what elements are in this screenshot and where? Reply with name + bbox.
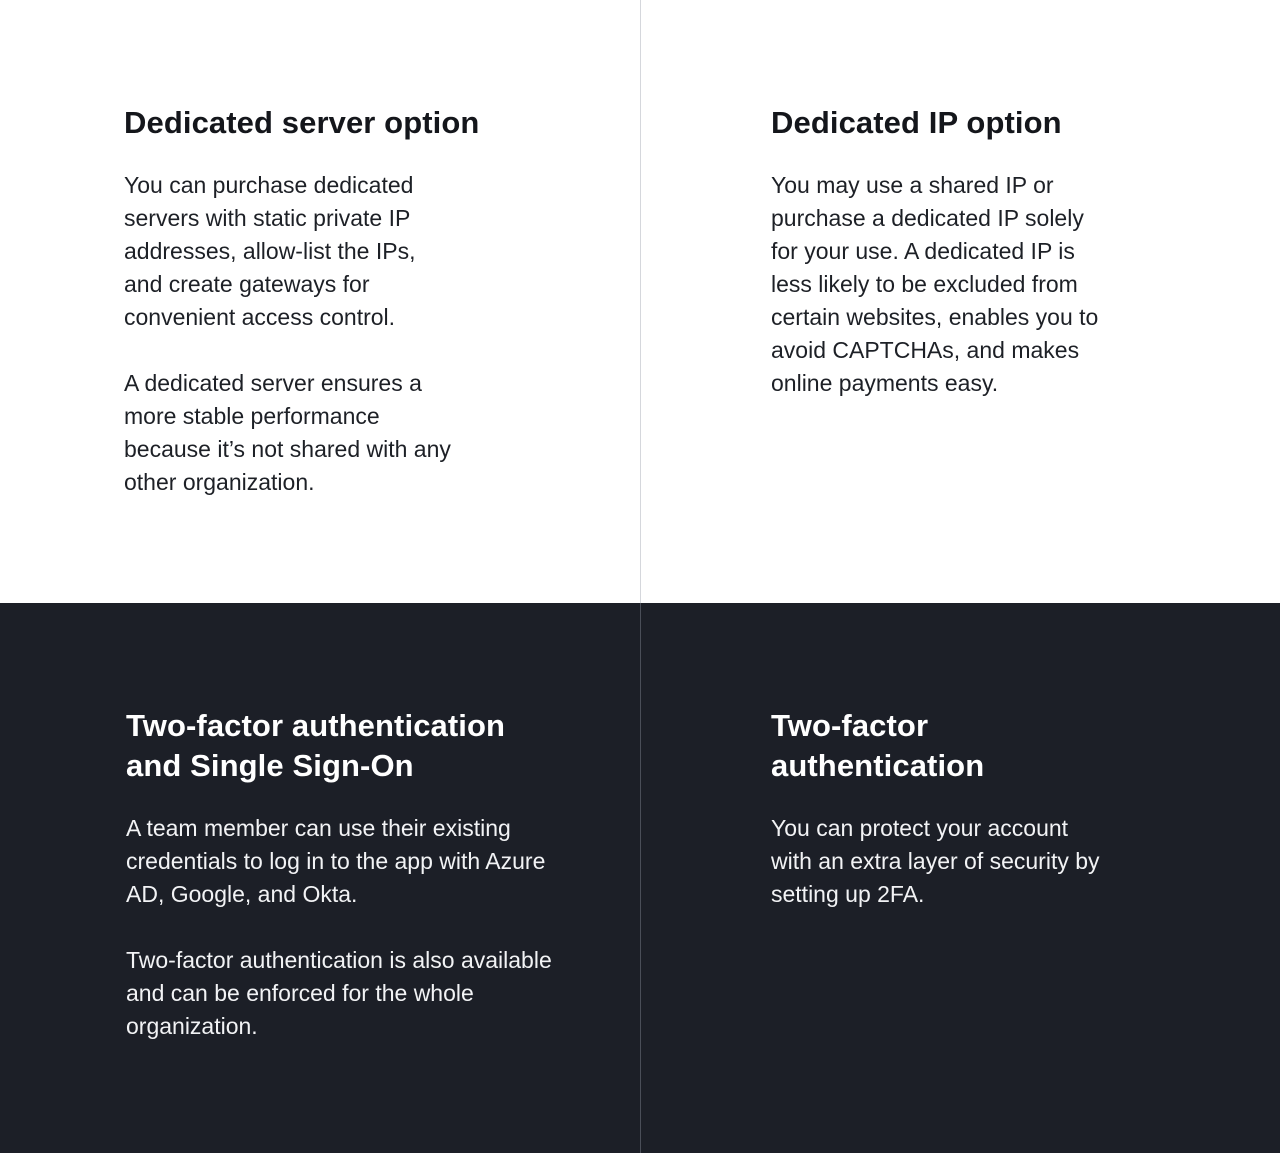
card-paragraph: Two-factor authentication is also available and can be enforced for the whole organization. [126,947,552,1039]
card-dedicated-ip [641,0,1280,603]
card-2fa [641,603,1280,1153]
card-title: Two-factor authentication [771,708,985,783]
card-paragraph: A team member can use their existing credentials to log in to the app with Azure AD, Google, and Okta. [126,815,546,907]
column-divider-dark [640,603,641,1153]
card-title: Two-factor authentication and Single Sign-On [126,708,506,783]
card-paragraph: A dedicated server ensures a more stable performance because it’s not shared with any other organization. [124,370,451,495]
card-content [126,706,556,1043]
card-content [771,706,1111,911]
card-title: Dedicated server option [124,105,480,140]
card-content [771,103,1111,400]
card-2fa-sso [0,603,640,1153]
card-paragraph: You can purchase dedicated servers with static private IP addresses, allow-list the IPs, and create gateways for convenient access control. [124,172,416,330]
card-title: Dedicated IP option [771,105,1062,140]
card-paragraph: You can protect your account with an extra layer of security by setting up 2FA. [771,815,1100,907]
card-paragraph: You may use a shared IP or purchase a dedicated IP solely for your use. A dedicated IP is less likely to be excluded from certain websites, enables you to avoid CAPTCHAs, and makes online payments easy. [771,172,1099,396]
card-content [124,103,480,499]
card-dedicated-server [0,0,640,603]
